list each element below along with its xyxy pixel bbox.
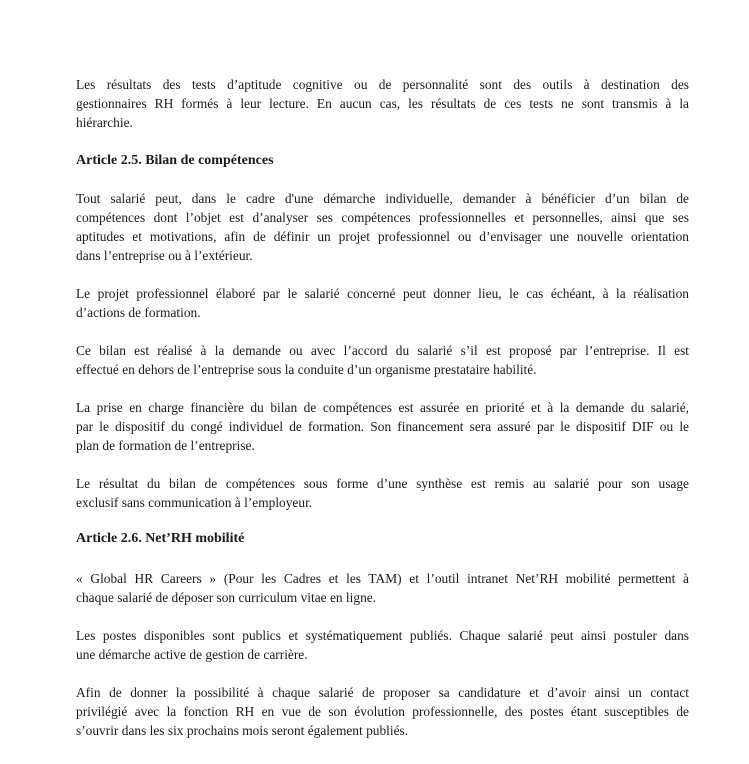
text-line: gestionnaires RH formés à leur lecture. En aucun cas, les résultats de ces tests ne sont transmis à la xyxy=(76,96,689,111)
text-line: Les postes disponibles sont publics et systématiquement publiés. Chaque salarié peut ainsi postuler dans xyxy=(76,628,689,643)
article-2-6-heading: Article 2.6. Net’RH mobilité xyxy=(76,531,245,546)
text-line: Le résultat du bilan de compétences sous forme d’une synthèse est remis au salarié pour son usage xyxy=(76,476,689,491)
text-line: d’actions de formation. xyxy=(76,305,201,320)
text-line: dans l’entreprise ou à l’extérieur. xyxy=(76,248,253,263)
text-line: privilégié avec la fonction RH en vue de son évolution professionnelle, des postes étant susceptibles de xyxy=(76,704,689,719)
text-line: exclusif sans communication à l’employeur. xyxy=(76,495,313,510)
text-line: aptitudes et motivations, afin de définir un projet professionnel ou d’envisager une nouvelle orientation xyxy=(76,229,689,244)
text-line: compétences dont l’objet est d’analyser ses compétences professionnelles et personnelles, ainsi que ses xyxy=(76,210,689,225)
paragraph-resultat-bilan xyxy=(76,474,689,512)
paragraph-postes-disponibles xyxy=(76,626,689,664)
text-line: « Global HR Careers » (Pour les Cadres et les TAM) et l’outil intranet Net’RH mobilité permettent à xyxy=(76,571,689,586)
text-line: Le projet professionnel élaboré par le salarié concerné peut donner lieu, le cas échéant, à la réalisation xyxy=(76,286,689,301)
text-line: plan de formation de l’entreprise. xyxy=(76,438,255,453)
text-line: une démarche active de gestion de carrière. xyxy=(76,647,308,662)
paragraph-candidature xyxy=(76,683,689,740)
text-line: hiérarchie. xyxy=(76,115,133,130)
paragraph-global-hr-careers xyxy=(76,569,689,607)
text-line: La prise en charge financière du bilan de compétences est assurée en priorité et à la demande du salarié, xyxy=(76,400,689,415)
text-line: Ce bilan est réalisé à la demande ou avec l’accord du salarié s’il est proposé par l’entreprise. Il est xyxy=(76,343,689,358)
paragraph-projet-professionnel xyxy=(76,284,689,322)
paragraph-bilan-realise xyxy=(76,341,689,379)
text-line: chaque salarié de déposer son curriculum vitae en ligne. xyxy=(76,590,377,605)
text-line: par le dispositif du congé individuel de formation. Son financement sera assuré par le dispositif DIF ou le xyxy=(76,419,689,434)
paragraph-bilan-intro xyxy=(76,189,689,265)
text-line: Les résultats des tests d’aptitude cognitive ou de personnalité sont des outils à destination des xyxy=(76,77,689,92)
text-line: Afin de donner la possibilité à chaque salarié de proposer sa candidature et d’avoir ainsi un contact xyxy=(76,685,689,700)
paragraph-aptitude-tests xyxy=(76,75,689,132)
article-2-5-heading: Article 2.5. Bilan de compétences xyxy=(76,153,274,168)
text-line: effectué en dehors de l’entreprise sous la conduite d’un organisme prestataire habilité. xyxy=(76,362,537,377)
text-line: s’ouvrir dans les six prochains mois seront également publiés. xyxy=(76,723,409,738)
paragraph-prise-en-charge xyxy=(76,398,689,455)
text-line: Tout salarié peut, dans le cadre d'une démarche individuelle, demander à bénéficier d’un bilan de xyxy=(76,191,689,206)
